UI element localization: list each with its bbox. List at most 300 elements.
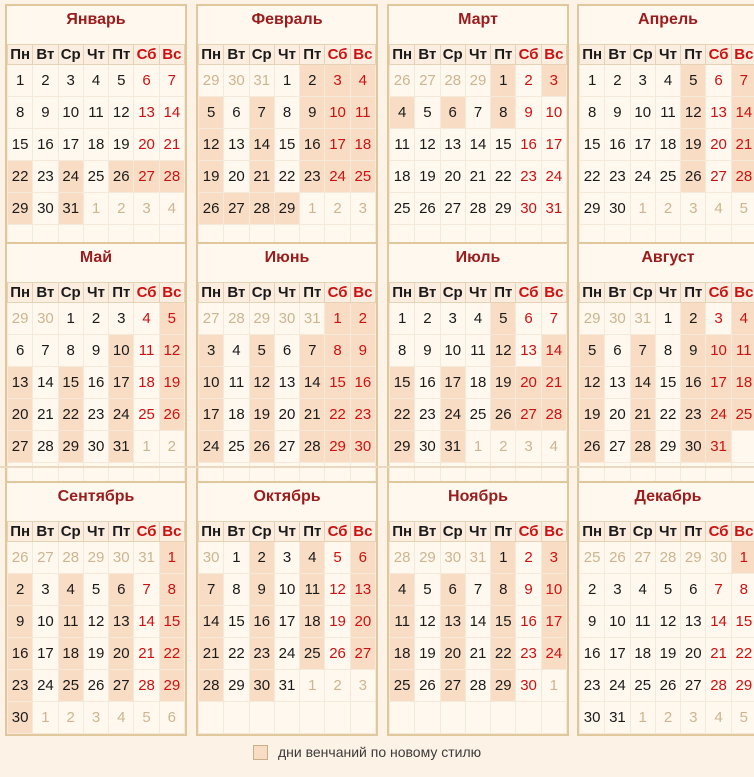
day-cell: 31 (109, 431, 134, 463)
week-row (8, 129, 185, 161)
week-row (390, 335, 567, 367)
weekday-header: Вт (33, 522, 58, 542)
month-table (7, 44, 185, 257)
day-cell: 8 (491, 574, 516, 606)
week-row (580, 367, 754, 399)
day-cell: 19 (415, 638, 440, 670)
day-cell: 7 (159, 65, 184, 97)
day-cell-other-month: 30 (706, 542, 731, 574)
day-cell: 15 (58, 367, 83, 399)
day-cell-other-month: 30 (199, 542, 224, 574)
day-cell: 9 (681, 335, 706, 367)
day-cell: 25 (58, 670, 83, 702)
day-cell: 31 (706, 431, 731, 463)
day-cell: 5 (655, 574, 680, 606)
day-cell: 3 (541, 542, 566, 574)
day-cell-other-month: 3 (681, 702, 706, 734)
day-cell: 28 (706, 670, 731, 702)
day-cell: 10 (274, 574, 299, 606)
month-table (579, 44, 754, 257)
day-cell: 20 (516, 367, 541, 399)
weekday-header: Вс (350, 45, 375, 65)
day-cell: 6 (134, 65, 159, 97)
empty-cell (224, 702, 249, 734)
day-cell: 10 (541, 97, 566, 129)
day-cell: 27 (605, 431, 630, 463)
weekday-header: Пн (390, 283, 415, 303)
day-cell: 24 (440, 399, 465, 431)
day-cell: 18 (83, 129, 108, 161)
day-cell: 12 (159, 335, 184, 367)
day-cell: 7 (731, 65, 754, 97)
day-cell: 21 (731, 129, 754, 161)
month-title: Ноябрь (448, 488, 508, 505)
day-cell: 30 (249, 670, 274, 702)
day-cell: 31 (541, 193, 566, 225)
day-cell: 16 (605, 129, 630, 161)
weekday-header: Ср (630, 522, 655, 542)
day-cell: 29 (8, 193, 33, 225)
weekday-header: Вс (350, 283, 375, 303)
day-cell: 8 (274, 97, 299, 129)
day-cell: 12 (491, 335, 516, 367)
week-row (580, 542, 754, 574)
day-cell-other-month: 29 (8, 303, 33, 335)
month-calendar (577, 242, 754, 497)
week-row (8, 97, 185, 129)
day-cell: 11 (390, 129, 415, 161)
day-cell: 16 (580, 638, 605, 670)
week-row (199, 638, 376, 670)
day-cell: 6 (516, 303, 541, 335)
day-cell: 28 (159, 161, 184, 193)
day-cell: 3 (541, 65, 566, 97)
week-row (199, 65, 376, 97)
day-cell: 1 (58, 303, 83, 335)
day-cell: 3 (605, 574, 630, 606)
day-cell: 11 (731, 335, 754, 367)
day-cell: 24 (325, 161, 350, 193)
day-cell: 9 (605, 97, 630, 129)
week-row (390, 161, 567, 193)
weekday-header: Ср (249, 283, 274, 303)
day-cell: 29 (390, 431, 415, 463)
day-cell-other-month: 28 (390, 542, 415, 574)
day-cell: 30 (415, 431, 440, 463)
day-cell: 8 (390, 335, 415, 367)
month-table (7, 282, 185, 495)
day-cell: 13 (224, 129, 249, 161)
day-cell: 17 (541, 129, 566, 161)
day-cell: 23 (83, 399, 108, 431)
day-cell: 26 (681, 161, 706, 193)
day-cell: 28 (731, 161, 754, 193)
day-cell: 5 (325, 542, 350, 574)
weekday-header: Чт (655, 45, 680, 65)
day-cell: 9 (83, 335, 108, 367)
day-cell-other-month: 29 (580, 303, 605, 335)
day-cell: 15 (655, 367, 680, 399)
day-cell: 23 (33, 161, 58, 193)
day-cell: 26 (655, 670, 680, 702)
weekday-header: Пт (109, 45, 134, 65)
day-cell: 25 (465, 399, 490, 431)
empty-cell (274, 702, 299, 734)
day-cell: 6 (274, 335, 299, 367)
week-row (580, 193, 754, 225)
day-cell: 16 (249, 606, 274, 638)
day-cell: 17 (706, 367, 731, 399)
week-row (8, 606, 185, 638)
day-cell-other-month: 3 (516, 431, 541, 463)
month-table (198, 282, 376, 495)
day-cell-other-month: 2 (491, 431, 516, 463)
day-cell: 22 (8, 161, 33, 193)
day-cell-other-month: 4 (706, 702, 731, 734)
day-cell: 21 (300, 399, 325, 431)
day-cell: 15 (274, 129, 299, 161)
weekday-header: Пт (491, 283, 516, 303)
month-title: Октябрь (253, 488, 321, 505)
day-cell: 28 (465, 670, 490, 702)
weekday-header: Вт (224, 45, 249, 65)
day-cell: 23 (681, 399, 706, 431)
month-title: Февраль (251, 11, 323, 28)
day-cell: 10 (630, 97, 655, 129)
day-cell-other-month: 30 (274, 303, 299, 335)
month-table (198, 44, 376, 257)
day-cell: 4 (655, 65, 680, 97)
day-cell: 20 (224, 161, 249, 193)
empty-cell (541, 702, 566, 734)
day-cell: 24 (109, 399, 134, 431)
day-cell: 21 (706, 638, 731, 670)
weekday-header: Пн (390, 45, 415, 65)
day-cell-other-month: 4 (109, 702, 134, 734)
day-cell: 22 (325, 399, 350, 431)
day-cell: 17 (325, 129, 350, 161)
day-cell: 16 (350, 367, 375, 399)
day-cell: 28 (33, 431, 58, 463)
weekday-header: Пн (580, 522, 605, 542)
day-cell: 1 (8, 65, 33, 97)
day-cell: 29 (274, 193, 299, 225)
day-cell: 4 (224, 335, 249, 367)
day-cell: 25 (350, 161, 375, 193)
day-cell: 12 (109, 97, 134, 129)
day-cell-other-month: 27 (199, 303, 224, 335)
weekday-header: Чт (274, 283, 299, 303)
day-cell: 15 (731, 606, 754, 638)
day-cell: 10 (58, 97, 83, 129)
day-cell: 15 (159, 606, 184, 638)
day-cell: 7 (249, 97, 274, 129)
day-cell: 18 (58, 638, 83, 670)
weekday-header: Ср (440, 45, 465, 65)
day-cell: 27 (516, 399, 541, 431)
day-cell: 24 (605, 670, 630, 702)
day-cell: 31 (274, 670, 299, 702)
weekday-header: Вт (415, 522, 440, 542)
day-cell: 21 (541, 367, 566, 399)
day-cell: 30 (350, 431, 375, 463)
weekday-header: Пт (109, 283, 134, 303)
day-cell: 28 (541, 399, 566, 431)
weekday-header: Пт (300, 45, 325, 65)
day-cell-other-month: 2 (109, 193, 134, 225)
week-row (390, 65, 567, 97)
week-row (580, 65, 754, 97)
weekday-header: Чт (655, 522, 680, 542)
weekday-header: Чт (83, 283, 108, 303)
weekday-header: Пн (8, 283, 33, 303)
day-cell: 22 (224, 638, 249, 670)
week-row (580, 702, 754, 734)
day-cell: 1 (325, 303, 350, 335)
weekday-header: Вс (159, 522, 184, 542)
day-cell: 22 (159, 638, 184, 670)
week-row (580, 606, 754, 638)
day-cell: 24 (199, 431, 224, 463)
weekday-header: Вт (415, 283, 440, 303)
month-title: Август (641, 249, 695, 266)
day-cell-other-month: 28 (58, 542, 83, 574)
day-cell-other-month: 28 (224, 303, 249, 335)
week-row (199, 335, 376, 367)
day-cell: 18 (224, 399, 249, 431)
day-cell: 20 (605, 399, 630, 431)
day-cell: 14 (731, 97, 754, 129)
day-cell: 9 (415, 335, 440, 367)
day-cell: 19 (681, 129, 706, 161)
day-cell: 17 (440, 367, 465, 399)
day-cell: 19 (325, 606, 350, 638)
month-calendar (577, 481, 754, 736)
day-cell-other-month: 31 (465, 542, 490, 574)
week-row (199, 542, 376, 574)
day-cell: 4 (390, 574, 415, 606)
week-row (390, 574, 567, 606)
day-cell: 17 (199, 399, 224, 431)
week-row (580, 335, 754, 367)
weekday-header: Сб (706, 45, 731, 65)
day-cell: 1 (491, 542, 516, 574)
day-cell: 18 (465, 367, 490, 399)
day-cell-other-month: 1 (300, 670, 325, 702)
weekday-header: Чт (655, 283, 680, 303)
day-cell-other-month: 1 (33, 702, 58, 734)
day-cell: 4 (58, 574, 83, 606)
day-cell: 13 (274, 367, 299, 399)
day-cell: 3 (274, 542, 299, 574)
day-cell: 12 (199, 129, 224, 161)
weekday-header: Пн (580, 283, 605, 303)
weekday-header: Чт (465, 45, 490, 65)
day-cell: 6 (350, 542, 375, 574)
day-cell: 16 (681, 367, 706, 399)
week-row (199, 303, 376, 335)
weekday-header: Сб (325, 283, 350, 303)
day-cell: 23 (249, 638, 274, 670)
weekday-header: Ср (440, 283, 465, 303)
week-row (390, 193, 567, 225)
day-cell: 4 (83, 65, 108, 97)
day-cell: 22 (731, 638, 754, 670)
week-row (8, 193, 185, 225)
day-cell: 23 (300, 161, 325, 193)
day-cell: 14 (199, 606, 224, 638)
weekday-header: Ср (630, 45, 655, 65)
day-cell: 30 (33, 193, 58, 225)
day-cell: 19 (83, 638, 108, 670)
day-cell: 23 (516, 161, 541, 193)
day-cell: 5 (580, 335, 605, 367)
month-table (389, 521, 567, 734)
day-cell: 1 (159, 542, 184, 574)
day-cell: 20 (440, 161, 465, 193)
day-cell: 21 (465, 161, 490, 193)
weekday-header: Пт (109, 522, 134, 542)
weekday-header: Сб (134, 522, 159, 542)
day-cell: 7 (541, 303, 566, 335)
day-cell: 15 (8, 129, 33, 161)
day-cell: 11 (655, 97, 680, 129)
day-cell: 3 (440, 303, 465, 335)
weekday-header: Вт (224, 283, 249, 303)
day-cell: 5 (491, 303, 516, 335)
day-cell: 14 (33, 367, 58, 399)
weekday-header: Вс (731, 522, 754, 542)
day-cell-other-month: 2 (325, 670, 350, 702)
weekday-header: Сб (706, 283, 731, 303)
day-cell: 23 (350, 399, 375, 431)
weekday-header: Вс (350, 522, 375, 542)
day-cell: 20 (681, 638, 706, 670)
week-row (199, 606, 376, 638)
day-cell: 7 (465, 97, 490, 129)
weekday-header: Пт (681, 45, 706, 65)
day-cell: 3 (33, 574, 58, 606)
weekday-header: Вс (159, 45, 184, 65)
empty-cell (415, 702, 440, 734)
day-cell: 7 (706, 574, 731, 606)
weekday-header: Пн (199, 522, 224, 542)
day-cell: 8 (655, 335, 680, 367)
weekday-header: Сб (516, 45, 541, 65)
day-cell: 21 (159, 129, 184, 161)
week-row (8, 574, 185, 606)
weekday-header: Чт (83, 45, 108, 65)
day-cell: 6 (109, 574, 134, 606)
day-cell: 24 (541, 161, 566, 193)
day-cell: 4 (465, 303, 490, 335)
day-cell: 13 (706, 97, 731, 129)
day-cell: 20 (8, 399, 33, 431)
week-row (8, 161, 185, 193)
day-cell: 14 (630, 367, 655, 399)
day-cell-other-month: 4 (159, 193, 184, 225)
week-row (580, 638, 754, 670)
day-cell: 11 (630, 606, 655, 638)
day-cell: 16 (516, 129, 541, 161)
day-cell: 23 (605, 161, 630, 193)
month-title: Январь (66, 11, 126, 28)
day-cell: 27 (440, 670, 465, 702)
day-cell-other-month: 1 (465, 431, 490, 463)
weekday-header: Сб (134, 283, 159, 303)
day-cell: 30 (681, 431, 706, 463)
day-cell: 4 (630, 574, 655, 606)
day-cell: 16 (516, 606, 541, 638)
weekday-header: Пн (199, 45, 224, 65)
month-table (579, 521, 754, 734)
day-cell: 15 (491, 606, 516, 638)
day-cell-other-month: 30 (605, 303, 630, 335)
day-cell: 17 (274, 606, 299, 638)
empty-cell (249, 702, 274, 734)
day-cell-other-month: 27 (415, 65, 440, 97)
weekday-header: Пн (390, 522, 415, 542)
legend-swatch (253, 745, 268, 760)
day-cell: 16 (8, 638, 33, 670)
weekday-header: Пн (199, 283, 224, 303)
day-cell-other-month: 26 (390, 65, 415, 97)
day-cell: 3 (325, 65, 350, 97)
month-calendar (5, 242, 187, 497)
day-cell-other-month: 27 (33, 542, 58, 574)
week-row (390, 702, 567, 734)
day-cell: 13 (440, 129, 465, 161)
day-cell: 30 (8, 702, 33, 734)
day-cell: 6 (8, 335, 33, 367)
day-cell: 20 (134, 129, 159, 161)
day-cell-other-month: 28 (655, 542, 680, 574)
day-cell: 10 (706, 335, 731, 367)
day-cell: 25 (630, 670, 655, 702)
day-cell: 20 (350, 606, 375, 638)
day-cell: 15 (491, 129, 516, 161)
weekday-header: Сб (516, 522, 541, 542)
day-cell: 2 (249, 542, 274, 574)
day-cell: 27 (350, 638, 375, 670)
day-cell: 6 (706, 65, 731, 97)
weekday-header: Пт (491, 45, 516, 65)
day-cell: 20 (706, 129, 731, 161)
month-title: Июнь (264, 249, 310, 266)
month-table (198, 521, 376, 734)
day-cell: 8 (580, 97, 605, 129)
day-cell: 27 (224, 193, 249, 225)
day-cell-other-month: 31 (630, 303, 655, 335)
day-cell: 18 (134, 367, 159, 399)
day-cell: 22 (580, 161, 605, 193)
day-cell: 25 (390, 193, 415, 225)
weekday-header: Вт (33, 45, 58, 65)
week-row (199, 161, 376, 193)
day-cell-other-month: 1 (630, 193, 655, 225)
day-cell: 26 (199, 193, 224, 225)
weekday-header: Ср (58, 45, 83, 65)
day-cell: 27 (134, 161, 159, 193)
day-cell: 2 (300, 65, 325, 97)
weekday-header: Вс (541, 45, 566, 65)
day-cell: 9 (33, 97, 58, 129)
day-cell-other-month: 1 (134, 431, 159, 463)
day-cell-other-month: 3 (134, 193, 159, 225)
weekday-header: Пн (8, 522, 33, 542)
day-cell: 16 (300, 129, 325, 161)
day-cell: 12 (655, 606, 680, 638)
